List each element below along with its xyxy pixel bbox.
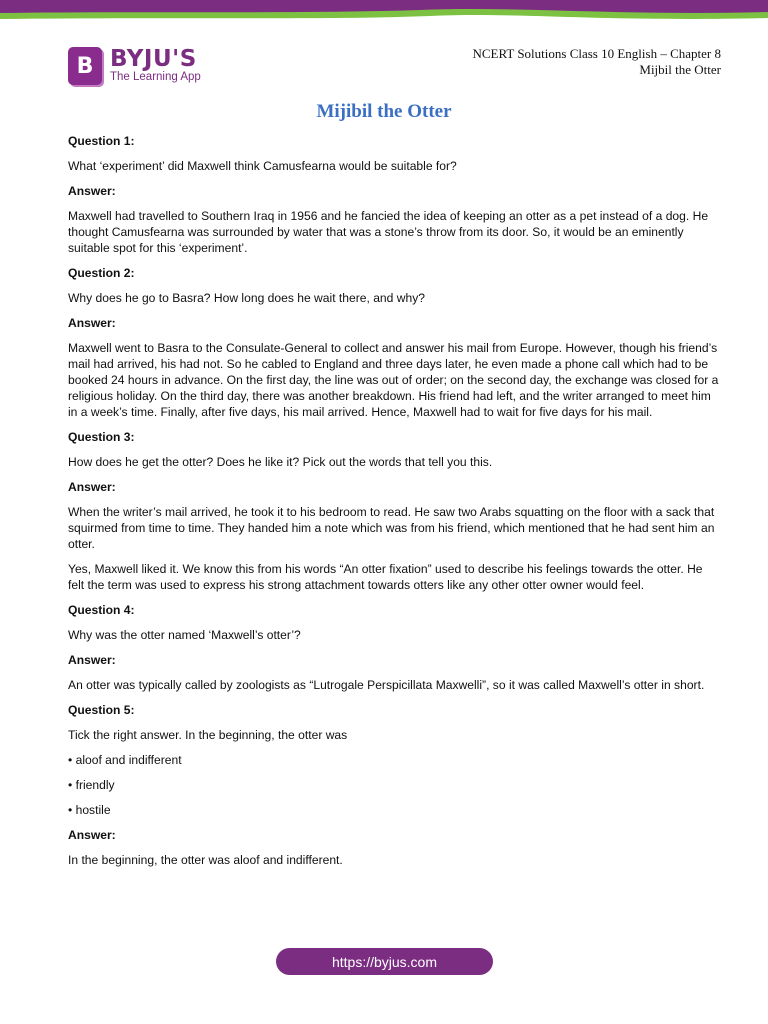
- body-paragraph: Tick the right answer. In the beginning, the otter was: [68, 728, 348, 742]
- body-paragraph: • aloof and indifferent: [68, 753, 182, 767]
- question-heading: Question 4:: [68, 603, 135, 617]
- header-chapter-info: [472, 46, 721, 78]
- body-paragraph: Why was the otter named ‘Maxwell’s otter’?: [68, 628, 301, 642]
- body-paragraph: What ‘experiment’ did Maxwell think Camusfearna would be suitable for?: [68, 159, 457, 173]
- byjus-logo: [68, 44, 201, 88]
- footer-url-link[interactable]: [276, 948, 493, 975]
- logo-wordmark: [110, 45, 201, 85]
- document-body: [68, 133, 720, 877]
- question-heading: Question 2:: [68, 266, 135, 280]
- body-paragraph: An otter was typically called by zoologists as “Lutrogale Perspicillata Maxwelli”, so it was called Maxwell’s otter in short.: [68, 678, 705, 692]
- header-wave-graphic: [0, 0, 768, 20]
- answer-heading: Answer:: [68, 184, 116, 198]
- answer-heading: Answer:: [68, 828, 116, 842]
- answer-heading: Answer:: [68, 480, 116, 494]
- body-paragraph: Why does he go to Basra? How long does he wait there, and why?: [68, 291, 425, 305]
- body-paragraph: Maxwell had travelled to Southern Iraq in 1956 and he fancied the idea of keeping an otter as a pet instead of a dog. He thought Camusfearna was surrounded by water that was a stone’s throw from its door. So, it would be an eminently suitable spot for this ‘experiment’.: [68, 209, 709, 255]
- document-title: Mijibil the Otter: [316, 101, 452, 122]
- body-paragraph: Maxwell went to Basra to the Consulate-General to collect and answer his mail from Europe. However, though his friend’s mail had arrived, his had not. So he cabled to England and three days later, he even made a phone call which had to be booked 24 hours in advance. On the first day, the line was out of order; on the second day, the exchange was closed for a religious holiday. On the third day, there was another breakdown. His friend had left, and the writer arranged to meet him in a week’s time. Finally, after five days, his mail arrived. Hence, Maxwell had to wait for five days for his mail.: [68, 341, 719, 419]
- body-paragraph: In the beginning, the otter was aloof and indifferent.: [68, 853, 343, 867]
- answer-heading: Answer:: [68, 316, 116, 330]
- body-paragraph: Yes, Maxwell liked it. We know this from his words “An otter fixation” used to describe his feelings towards the otter. He felt the term was used to express his strong attachment towards otters like any other otter owner would feel.: [68, 562, 703, 592]
- question-heading: Question 5:: [68, 703, 135, 717]
- logo-letter: B: [76, 53, 94, 79]
- body-paragraph: • friendly: [68, 778, 115, 792]
- logo-brand-name: BYJU'S: [110, 45, 197, 72]
- body-paragraph: When the writer’s mail arrived, he took it to his bedroom to read. He saw two Arabs squatting on the floor with a sack that squirmed from time to time. They handed him a note which was from his friend, which mentioned that he had sent him an otter.: [68, 505, 715, 551]
- header-decor-band: [0, 0, 768, 20]
- byjus-logo-mark: [68, 47, 102, 85]
- question-heading: Question 1:: [68, 134, 135, 148]
- answer-heading: Answer:: [68, 653, 116, 667]
- body-paragraph: How does he get the otter? Does he like it? Pick out the words that tell you this.: [68, 455, 493, 469]
- question-heading: Question 3:: [68, 430, 135, 444]
- body-paragraph: • hostile: [68, 803, 111, 817]
- footer-url-text: https://byjus.com: [331, 953, 438, 970]
- header-chapter-line: Mijbil the Otter: [639, 62, 721, 77]
- logo-tagline: The Learning App: [110, 70, 201, 83]
- header-course-line: NCERT Solutions Class 10 English – Chapter 8: [472, 46, 721, 61]
